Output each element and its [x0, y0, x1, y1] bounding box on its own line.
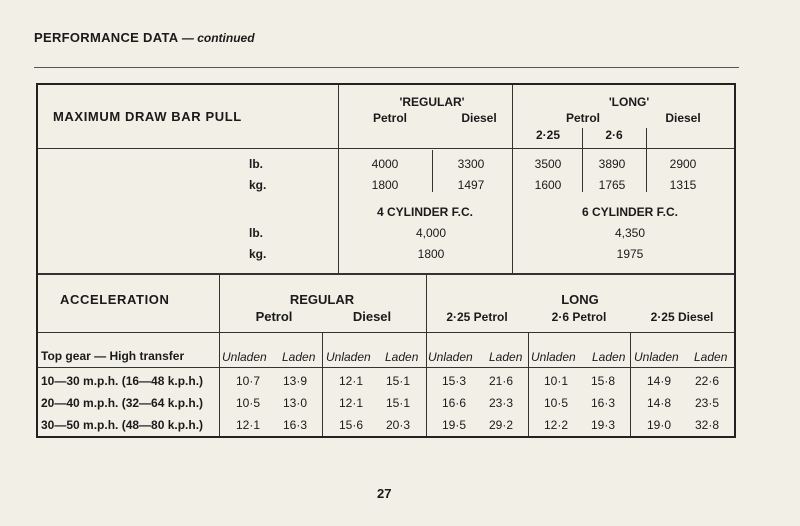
header-rule [34, 67, 739, 68]
accel-cell: 10·7 [235, 374, 261, 388]
accel-long-26-heading: 2·6 Petrol [551, 310, 607, 324]
accel-cell: 19·5 [441, 418, 467, 432]
page-title [34, 30, 255, 45]
drawbar-kg-value: 1315 [669, 178, 697, 192]
accel-cell: 15·1 [385, 396, 411, 410]
unit-lb: lb. [249, 157, 263, 171]
accel-cell: 16·3 [282, 418, 308, 432]
regular-diesel-heading: Diesel [461, 111, 497, 125]
fc4-heading: 4 CYLINDER F.C. [376, 205, 474, 219]
page-number: 27 [377, 486, 392, 501]
drawbar-lb-value: 3500 [534, 157, 562, 171]
drawbar-divider-values [338, 85, 339, 273]
accel-cell: 10·5 [235, 396, 261, 410]
accel-divider-26 [630, 332, 631, 436]
drawbar-kg-value: 1765 [598, 178, 626, 192]
unladen-label: Unladen [222, 350, 267, 364]
drawbar-kg-value: 1497 [457, 178, 485, 192]
fc4-kg-value: 1800 [417, 247, 445, 261]
unit-lb: lb. [249, 226, 263, 240]
accel-header-line [38, 332, 734, 333]
accel-long-heading: LONG [561, 292, 599, 307]
long-heading: 'LONG' [608, 95, 650, 109]
drawbar-kg-value: 1800 [371, 178, 399, 192]
laden-label: Laden [385, 350, 419, 364]
accel-cell: 16·6 [441, 396, 467, 410]
accel-cell: 14·9 [646, 374, 672, 388]
laden-label: Laden [489, 350, 523, 364]
laden-label: Laden [694, 350, 728, 364]
unit-kg: kg. [249, 178, 267, 192]
drawbar-header-line [38, 148, 734, 149]
acceleration-title: ACCELERATION [60, 292, 170, 307]
accel-cell: 19·3 [590, 418, 616, 432]
accel-cell: 15·8 [590, 374, 616, 388]
page-title-continued: — continued [181, 31, 255, 45]
accel-divider-long [426, 275, 427, 436]
accel-row-label: 10—30 m.p.h. (16—48 k.p.h.) [41, 374, 204, 388]
unladen-label: Unladen [634, 350, 679, 364]
long-26-heading: 2·6 [605, 128, 623, 142]
accel-subheader-line [38, 367, 734, 368]
unladen-label: Unladen [531, 350, 576, 364]
laden-label: Laden [282, 350, 316, 364]
accel-reg-petrol-heading: Petrol [255, 309, 293, 324]
accel-long-225-heading: 2·25 Petrol [446, 310, 508, 324]
accel-cell: 15·1 [385, 374, 411, 388]
accel-long-225d-heading: 2·25 Diesel [650, 310, 714, 324]
accel-row-label: 20—40 m.p.h. (32—64 k.p.h.) [41, 396, 204, 410]
accel-cell: 12·2 [543, 418, 569, 432]
drawbar-divider-26 [646, 128, 647, 192]
long-petrol-heading: Petrol [565, 111, 601, 125]
fc6-heading: 6 CYLINDER F.C. [581, 205, 679, 219]
accel-cell: 21·6 [488, 374, 514, 388]
fc6-lb-value: 4,350 [614, 226, 646, 240]
fc4-lb-value: 4,000 [415, 226, 447, 240]
regular-petrol-heading: Petrol [372, 111, 408, 125]
accel-cell: 10·5 [543, 396, 569, 410]
accel-cell: 20·3 [385, 418, 411, 432]
accel-divider-reg [322, 332, 323, 436]
drawbar-title: MAXIMUM DRAW BAR PULL [53, 109, 242, 124]
drawbar-kg-value: 1600 [534, 178, 562, 192]
unladen-label: Unladen [326, 350, 371, 364]
accel-cell: 15·3 [441, 374, 467, 388]
drawbar-lb-value: 4000 [371, 157, 399, 171]
drawbar-divider-long [512, 85, 513, 273]
accel-cell: 22·6 [694, 374, 720, 388]
page-title-text: PERFORMANCE DATA [34, 30, 178, 45]
unladen-label: Unladen [428, 350, 473, 364]
drawbar-divider-225 [582, 128, 583, 192]
accel-row-label: 30—50 m.p.h. (48—80 k.p.h.) [41, 418, 204, 432]
long-diesel-heading: Diesel [665, 111, 701, 125]
accel-cell: 32·8 [694, 418, 720, 432]
long-225-heading: 2·25 [535, 128, 561, 142]
accel-cell: 13·9 [282, 374, 308, 388]
accel-cell: 19·0 [646, 418, 672, 432]
accel-cell: 12·1 [338, 374, 364, 388]
drawbar-lb-value: 2900 [669, 157, 697, 171]
accel-cell: 15·6 [338, 418, 364, 432]
accel-cell: 10·1 [543, 374, 569, 388]
laden-label: Laden [592, 350, 626, 364]
accel-cell: 29·2 [488, 418, 514, 432]
accel-divider-label [219, 275, 220, 436]
accel-reg-diesel-heading: Diesel [352, 309, 392, 324]
accel-cell: 13·0 [282, 396, 308, 410]
section-divider [38, 273, 734, 275]
accel-cell: 23·3 [488, 396, 514, 410]
accel-regular-heading: REGULAR [289, 292, 355, 307]
drawbar-lb-value: 3300 [457, 157, 485, 171]
accel-cell: 12·1 [338, 396, 364, 410]
accel-cell: 14·8 [646, 396, 672, 410]
accel-cell: 23·5 [694, 396, 720, 410]
accel-cell: 12·1 [235, 418, 261, 432]
unit-kg: kg. [249, 247, 267, 261]
accel-cell: 16·3 [590, 396, 616, 410]
top-gear-label: Top gear — High transfer [41, 349, 185, 363]
drawbar-divider-regular [432, 150, 433, 192]
drawbar-lb-value: 3890 [598, 157, 626, 171]
fc6-kg-value: 1975 [616, 247, 644, 261]
regular-heading: 'REGULAR' [399, 95, 465, 109]
accel-divider-225 [528, 332, 529, 436]
